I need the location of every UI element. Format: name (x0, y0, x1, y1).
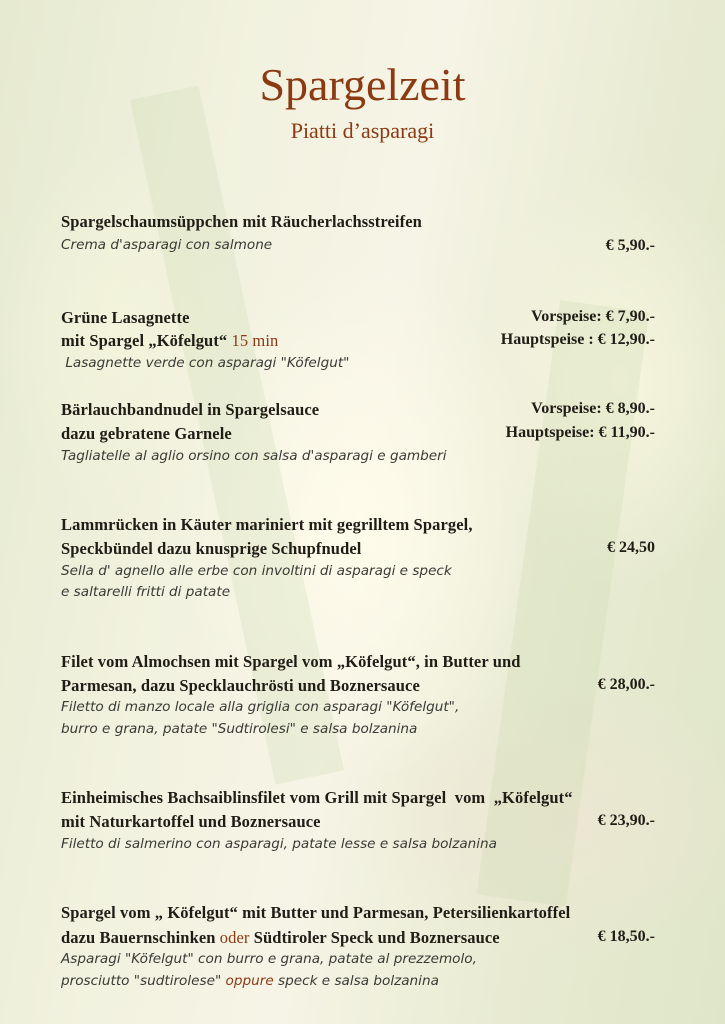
price-main: Hauptspeise : € 12,90.- (500, 331, 655, 348)
dish-name: Spargel vom „ Köfelgut“ mit Butter und Parmesan, Petersilienkartoffel (61, 903, 571, 922)
dish-italian: Filetto di manzo locale alla griglia con asparagi "Köfelgut", (61, 699, 460, 715)
dish-name (61, 928, 500, 948)
dish-name: Grüne Lasagnette (61, 308, 190, 327)
price-starter: Vorspeise: € 7,90.- (531, 308, 655, 325)
dish-italian: Crema d'asparagi con salmone (61, 237, 273, 253)
dish-italian: Asparagi "Köfelgut" con burro e grana, patate al prezzemolo, (61, 951, 477, 967)
dish-price: € 23,90.- (597, 812, 655, 829)
page-subtitle: Piatti d’asparagi (290, 118, 435, 143)
dish-italian-part: speck e salsa bolzanina (273, 973, 439, 989)
dish-italian: burro e grana, patate "Sudtirolesi" e salsa bolzanina (61, 721, 418, 737)
dish-italian (61, 973, 439, 989)
dish-name: Einheimisches Bachsaiblinsfilet vom Grill mit Spargel vom „Köfelgut“ (61, 788, 573, 807)
highlight-oder: oder (219, 928, 250, 947)
dish-name: Speckbündel dazu knusprige Schupfnudel (61, 539, 362, 558)
dish-italian: e saltarelli fritti di patate (61, 584, 231, 600)
dish-italian-part: prosciutto "sudtirolese" (61, 973, 226, 989)
dish-name: mit Naturkartoffel und Boznersauce (61, 812, 321, 831)
highlight-oppure: oppure (225, 973, 274, 989)
dish-name: Filet vom Almochsen mit Spargel vom „Köfelgut“, in Butter und (61, 652, 521, 671)
dish-name-part: mit Spargel „Köfelgut“ (61, 331, 232, 350)
dish-name (61, 331, 278, 351)
dish-name: Spargelschaumsüppchen mit Räucherlachsstreifen (61, 212, 422, 231)
dish-price: € 5,90.- (605, 237, 655, 254)
dish-name: Parmesan, dazu Specklauchrösti und Boznersauce (61, 676, 420, 695)
dish-name-part: Südtiroler Speck und Boznersauce (249, 928, 500, 947)
dish-italian: Tagliatelle al aglio orsino con salsa d'asparagi e gamberi (61, 448, 447, 464)
dish-italian: Sella d' agnello alle erbe con involtini di asparagi e speck (61, 563, 452, 579)
dish-name: Bärlauchbandnudel in Spargelsauce (61, 400, 320, 419)
dish-name: dazu gebratene Garnele (61, 424, 232, 443)
dish-name-part: dazu Bauernschinken (61, 928, 220, 947)
price-main: Hauptspeise: € 11,90.- (505, 424, 655, 441)
price-starter: Vorspeise: € 8,90.- (531, 400, 655, 417)
dish-price: € 24,50 (607, 539, 655, 556)
dish-price: € 28,00.- (597, 676, 655, 693)
page-title: Spargelzeit (259, 59, 466, 110)
dish-name: Lammrücken in Käuter mariniert mit gegrilltem Spargel, (61, 515, 473, 534)
dish-italian: Lasagnette verde con asparagi "Köfelgut" (61, 355, 350, 371)
prep-time: 15 min (231, 331, 279, 350)
dish-italian: Filetto di salmerino con asparagi, patate lesse e salsa bolzanina (61, 836, 497, 852)
dish-price: € 18,50.- (597, 928, 655, 945)
